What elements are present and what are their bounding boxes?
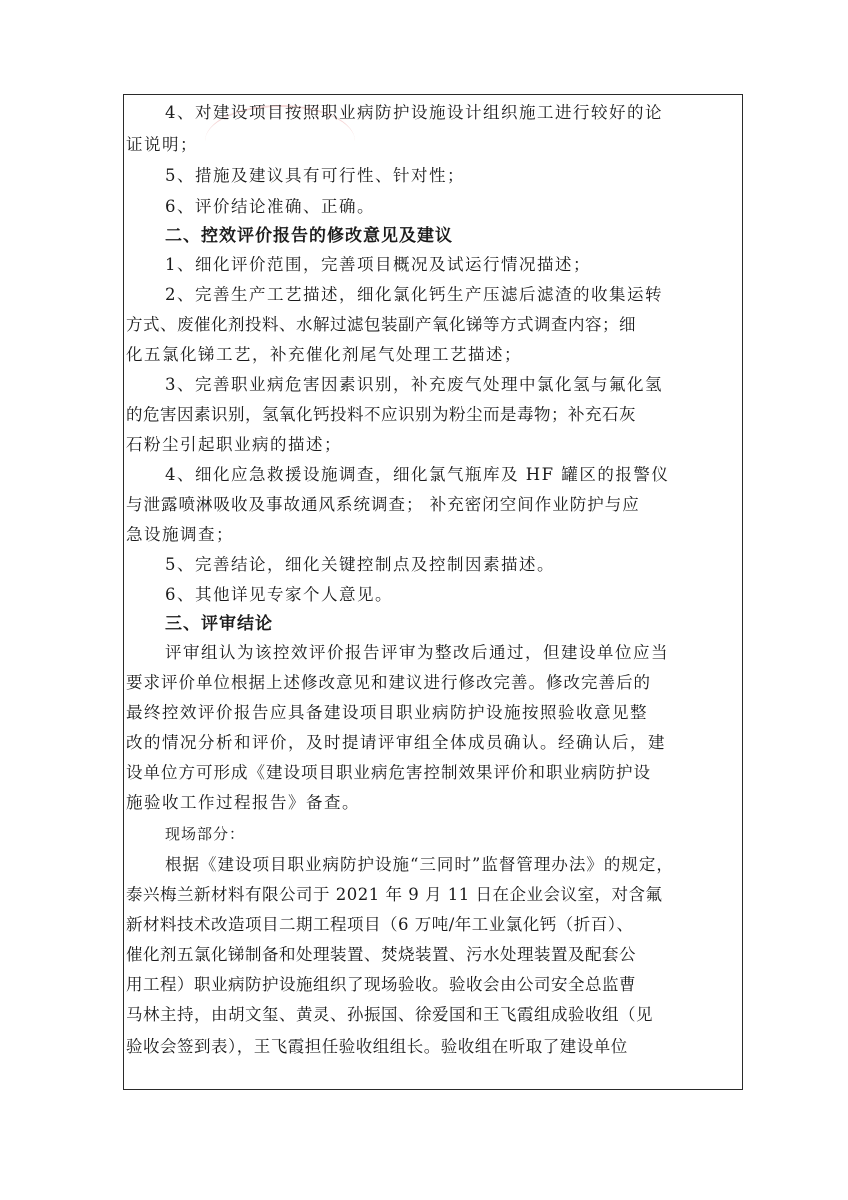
text-line: 马林主持，由胡文玺、黄灵、孙振国、徐爱国和王飞霞组成验收组（见 bbox=[126, 1005, 653, 1024]
text-line: 新材料技术改造项目二期工程项目（6 万吨/年工业氯化钙（折百）、 bbox=[126, 915, 634, 934]
text-line: 证说明； bbox=[126, 135, 198, 154]
text-line: 1、细化评价范围，完善项目概况及试运行情况描述； bbox=[165, 255, 591, 274]
text-line: 2、完善生产工艺描述，细化氯化钙生产压滤后滤渣的收集运转 bbox=[165, 285, 663, 304]
text-line: 方式、废催化剂投料、水解过滤包装副产氧化锑等方式调查内容；细 bbox=[126, 315, 636, 334]
text-line: 验收会签到表），王飞霞担任验收组组长。验收组在听取了建设单位 bbox=[126, 1037, 628, 1056]
text-line: 现场部分： bbox=[165, 825, 246, 843]
text-line: 化五氯化锑工艺，补充催化剂尾气处理工艺描述； bbox=[126, 345, 522, 364]
text-line: 4、细化应急救援设施调查，细化氯气瓶库及 HF 罐区的报警仪 bbox=[165, 465, 670, 484]
text-line: 泰兴梅兰新材料有限公司于 2021 年 9 月 11 日在企业会议室，对含氟 bbox=[126, 885, 663, 904]
text-line: 用工程）职业病防护设施组织了现场验收。验收会由公司安全总监曹 bbox=[126, 975, 636, 994]
text-line: 要求评价单位根据上述修改意见和建议进行修改完善。修改完善后的 bbox=[126, 673, 651, 692]
text-line: 施验收工作过程报告》备查。 bbox=[126, 793, 360, 812]
text-line: 3、完善职业病危害因素识别，补充废气处理中氯化氢与氟化氢 bbox=[165, 375, 663, 394]
text-line: 6、其他详见专家个人意见。 bbox=[165, 585, 393, 604]
text-line: 4、对建设项目按照职业病防护设施设计组织施工进行较好的论 bbox=[165, 103, 663, 122]
text-line: 5、完善结论，细化关键控制点及控制因素描述。 bbox=[165, 555, 555, 574]
section-heading: 三、评审结论 bbox=[165, 614, 273, 634]
section-heading: 二、控效评价报告的修改意见及建议 bbox=[165, 226, 453, 246]
text-line: 急设施调查； bbox=[126, 525, 234, 544]
text-line: 评审组认为该控效评价报告评审为整改后通过，但建设单位应当 bbox=[165, 643, 669, 662]
text-line: 设单位方可形成《建设项目职业病危害控制效果评价和职业病防护设 bbox=[126, 763, 651, 782]
text-line: 与泄露喷淋吸收及事故通风系统调查； 补充密闭空间作业防护与应 bbox=[126, 495, 640, 514]
text-line: 根据《建设项目职业病防护设施“三同时”监督管理办法》的规定， bbox=[165, 855, 674, 874]
text-line: 改的情况分析和评价，及时提请评审组全体成员确认。经确认后，建 bbox=[126, 733, 666, 752]
text-line: 5、措施及建议具有可行性、针对性； bbox=[165, 166, 465, 185]
text-line: 6、评价结论准确、正确。 bbox=[165, 197, 375, 216]
text-line: 的危害因素识别，氢氧化钙投料不应识别为粉尘而是毒物；补充石灰 bbox=[126, 405, 636, 424]
text-line: 石粉尘引起职业病的描述； bbox=[126, 435, 342, 454]
text-line: 催化剂五氯化锑制备和处理装置、焚烧装置、污水处理装置及配套公 bbox=[126, 945, 636, 964]
text-line: 最终控效评价报告应具备建设项目职业病防护设施按照验收意见整 bbox=[126, 703, 648, 722]
